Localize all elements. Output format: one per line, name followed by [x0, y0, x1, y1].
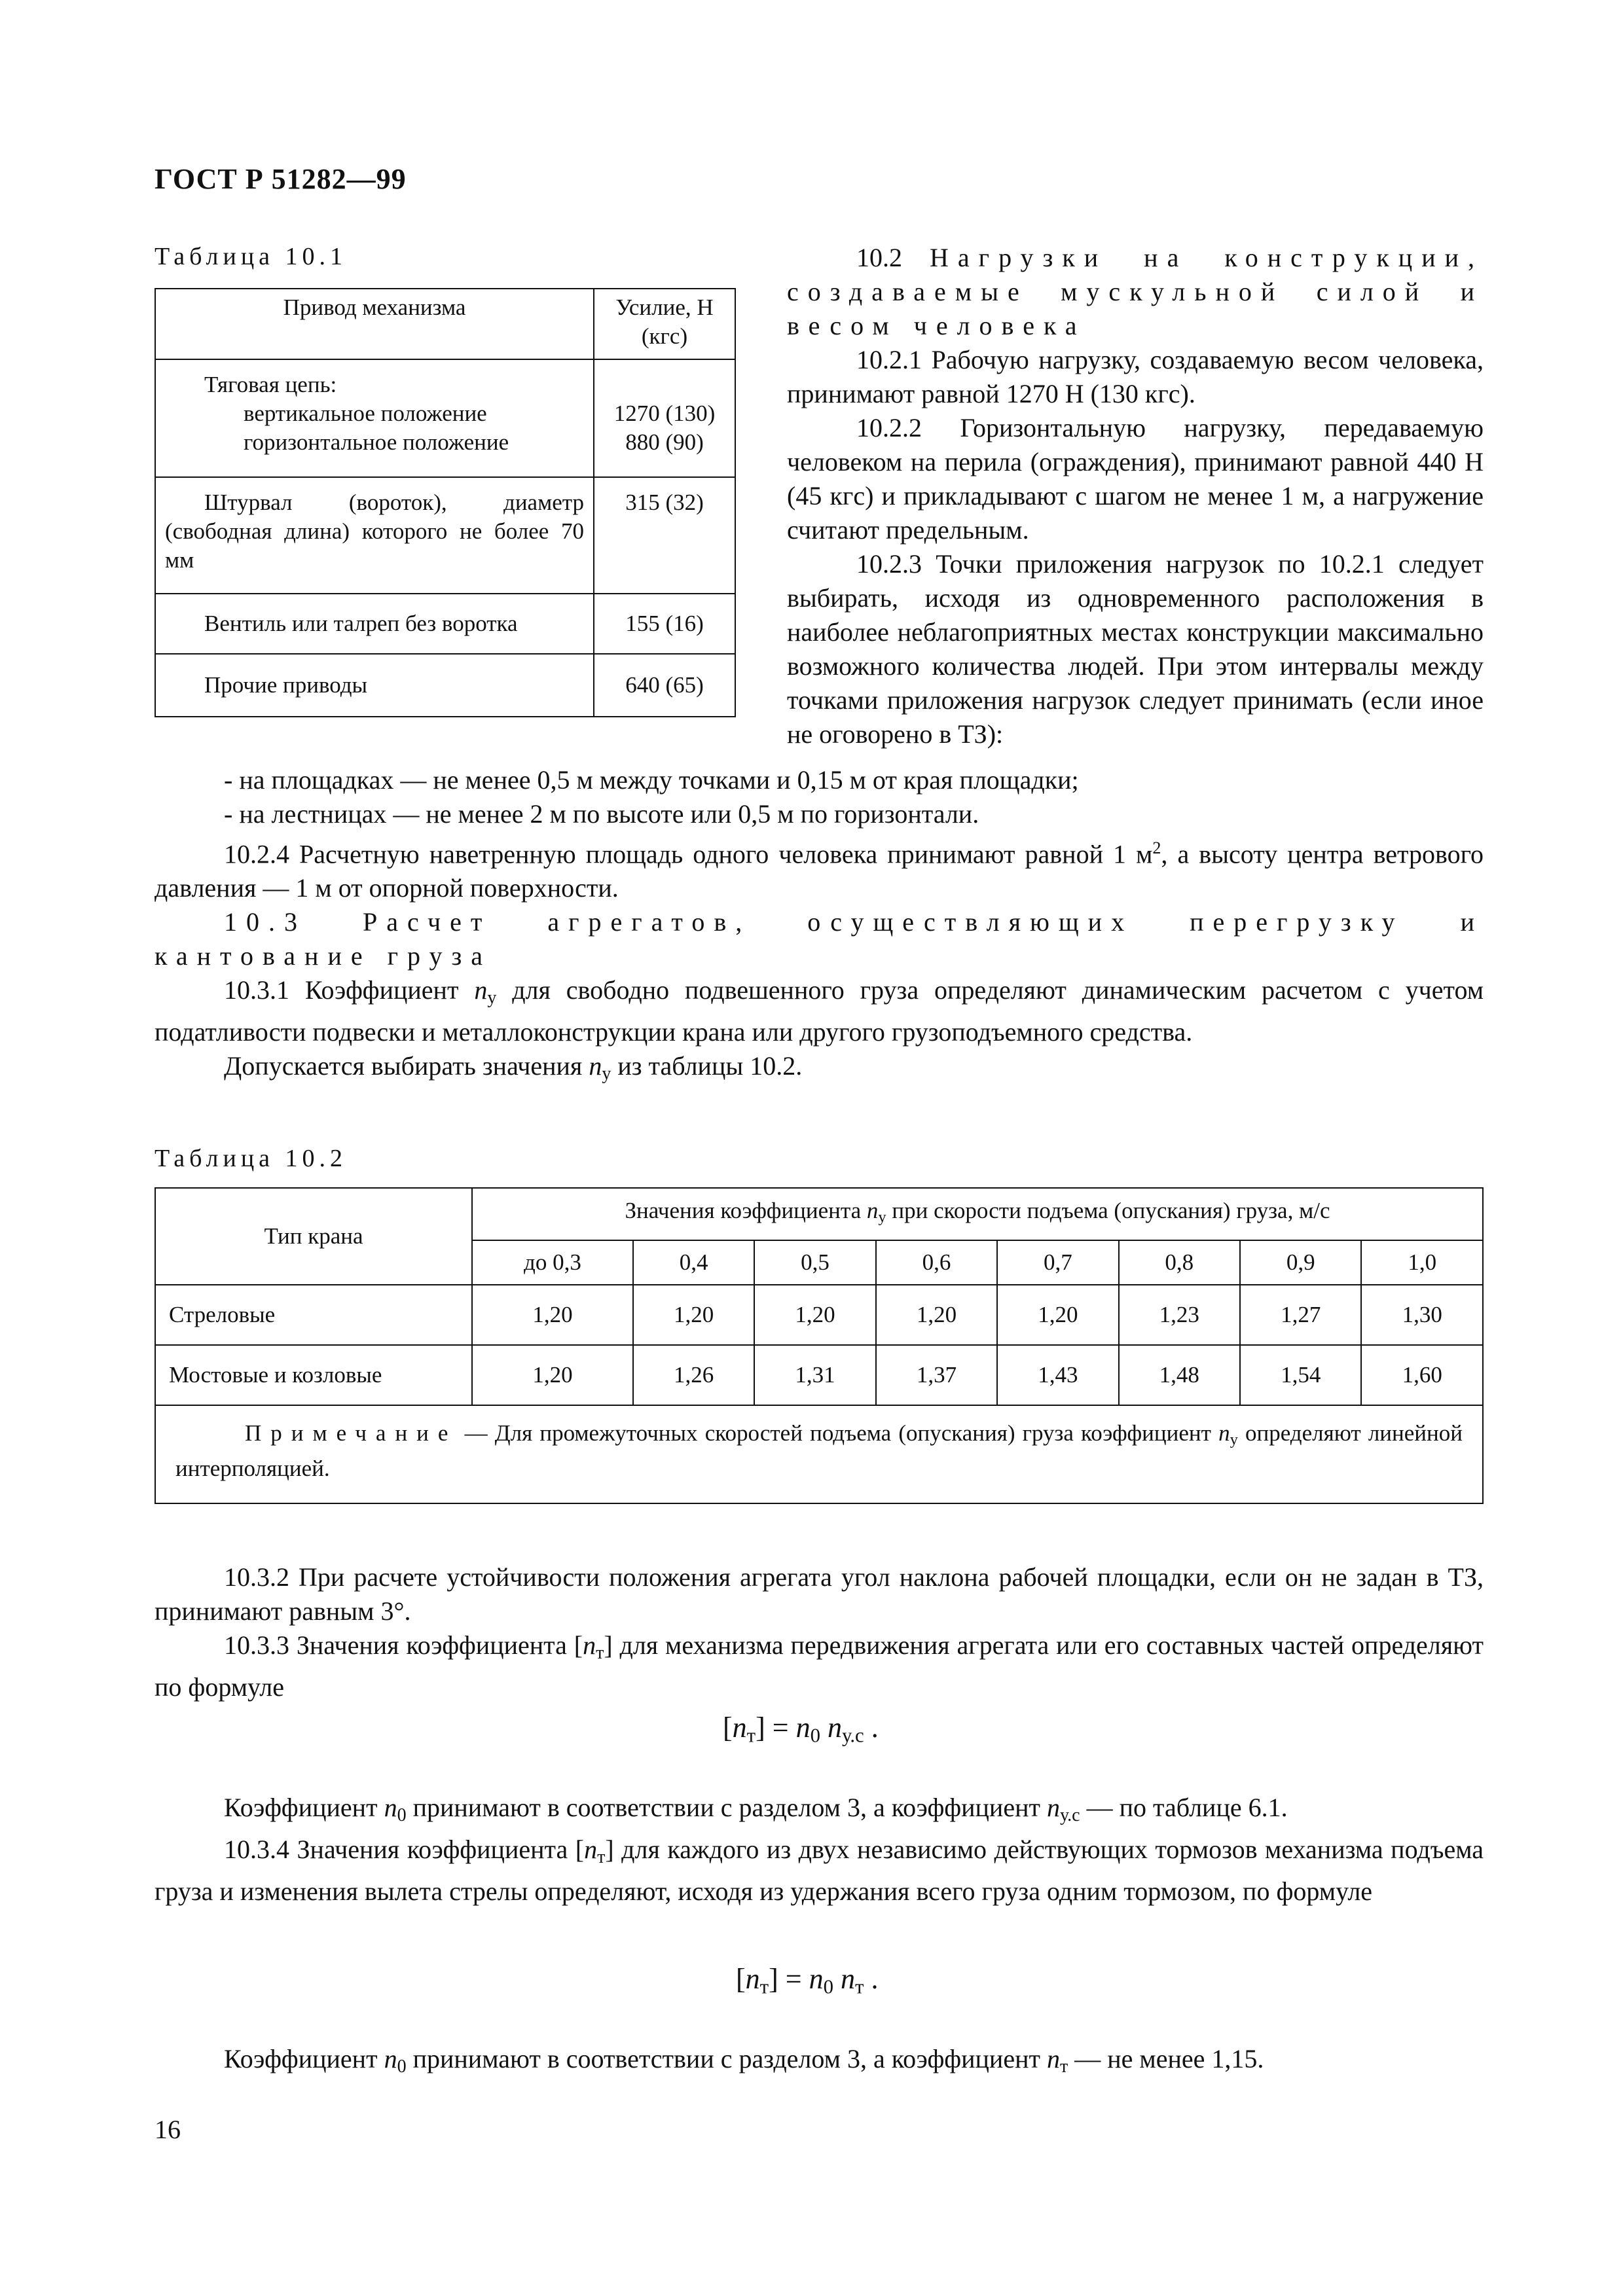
table2-cell: 1,20 [633, 1285, 754, 1345]
section-10-2-heading [787, 241, 1484, 343]
table2-cell: 1,31 [754, 1345, 875, 1405]
table1-value: 640 (65) [594, 654, 735, 717]
table2-cell: 1,20 [876, 1285, 997, 1345]
table2-cell: 1,26 [633, 1345, 754, 1405]
table2-cell: 1,37 [876, 1345, 997, 1405]
table2-speed: 0,5 [754, 1240, 875, 1285]
table1-value: 315 (32) [594, 477, 735, 594]
paragraph-10-2-1: 10.2.1 Рабочую нагрузку, создаваемую весом человека, принимают равной 1270 Н (130 кгс). [787, 345, 1484, 408]
table-row [155, 359, 735, 477]
table1-col1-header: Привод механизма [155, 289, 594, 359]
paragraph-10-3-4: 10.3.4 Значения коэффициента $[n_т]$ для каждого из двух независимо действующих тормозов механизма подъема груза и изменения вылета стрелы определяют, исходя из удержания всего груза одним тормозом, по формуле [155, 1835, 1484, 1906]
paragraph-10-3-3: 10.3.3 Значения коэффициента $[n_т]$ для механизма передвижения агрегата или его составных частей определяют по формуле [155, 1630, 1484, 1702]
paragraph-10-2-4: 10.2.4 Расчетную наветренную площадь одного человека принимают равной 1 $м^2$, а высоту центра ветрового давления — 1 м от опорной поверхности. [155, 838, 1484, 903]
table-row [155, 477, 735, 594]
table2-cell: 1,30 [1361, 1285, 1483, 1345]
section-number: 10.2 [856, 243, 902, 272]
paragraph-10-2-3: 10.2.3 Точки приложения нагрузок по 10.2.1 следует выбирать, исходя из одновременного расположения в наиболее неблагоприятных местах конструкции максимально возможного количества людей. При этом интервалы между точками приложения нагрузок следует принимать (если иное не оговорено в ТЗ): [787, 549, 1484, 749]
table-row [155, 1285, 1483, 1345]
section-10-2-right-column [787, 241, 1484, 751]
table2-speed: 0,9 [1240, 1240, 1361, 1285]
table2-row-name: Стреловые [155, 1285, 472, 1345]
paragraph-coef-1: Коэффициент $n_0$ принимают в соответствии с разделом 3, а коэффициент $n_{у.с}$ — по таблице 6.1. [224, 1793, 1288, 1825]
table2 [155, 1187, 1484, 1504]
formula-1: $[n_т] = n_0$ $n_{у.с}$ . [723, 1712, 879, 1747]
table1-value: 880 (90) [625, 429, 704, 455]
main-text-block [155, 763, 1484, 1091]
table2-row-name: Мостовые и козловые [155, 1345, 472, 1405]
lower-text-block [155, 1560, 1484, 1704]
table2-cell: 1,48 [1119, 1345, 1240, 1405]
table2-cell: 1,20 [754, 1285, 875, 1345]
lower-text-block-2 [155, 1791, 1484, 1909]
paragraph-10-3-1-note: Допускается выбирать значения $n_у$ из таблицы 10.2. [224, 1051, 803, 1085]
table-row [155, 594, 735, 654]
table2-cell: 1,27 [1240, 1285, 1361, 1345]
paragraph-coef-2: Коэффициент $n_0$ принимают в соответствии с разделом 3, а коэффициент $n_т$ — не менее 1,15. [224, 2044, 1264, 2077]
table2-cell: 1,20 [472, 1285, 633, 1345]
table1-value: 1270 (130) [613, 401, 716, 426]
table1-row-label: Штурвал (вороток), диаметр (свободная длина) которого не более 70 мм [155, 477, 594, 594]
table1-col2-header: Усилие, Н (кгс) [594, 289, 735, 359]
section-10-3-heading: 10.3 Расчет агрегатов, осуществляющих перегрузку и кантование груза [155, 907, 1484, 971]
table1-row-sub: горизонтальное положение [244, 429, 509, 455]
table1-row-label: Тяговая цепь: [204, 372, 337, 397]
table2-group-header: Значения коэффициента $n_у$ при скорости подъема (опускания) груза, м/с [472, 1188, 1483, 1240]
table2-note-row [155, 1405, 1483, 1503]
table1-row-label: Вентиль или талреп без воротка [155, 594, 594, 654]
table2-note: Примечание — Для промежуточных скоростей подъема (опускания) груза коэффициент $n_у$ определяют линейной интерполяцией. [155, 1405, 1483, 1503]
table1-value: 155 (16) [594, 594, 735, 654]
table1 [155, 288, 736, 717]
table2-cell: 1,43 [997, 1345, 1118, 1405]
table1-row-sub: вертикальное положение [244, 401, 487, 426]
paragraph-10-2-2: 10.2.2 Горизонтальную нагрузку, передаваемую человеком на перила (ограждения), принимают равной 440 Н (45 кгс) и прикладывают с шагом не менее 1 м, а нагружение считают предельным. [787, 413, 1484, 545]
table-row [155, 1345, 1483, 1405]
list-item: - на лестницах — не менее 2 м по высоте или 0,5 м по горизонтали. [224, 799, 979, 829]
table2-speed: 0,6 [876, 1240, 997, 1285]
paragraph-10-3-1: 10.3.1 Коэффициент $n_у$ для свободно подвешенного груза определяют динамическим расчетом с учетом податливости подвески и металлоконструкции крана или другого грузоподъемного средства. [155, 975, 1484, 1047]
table1-caption: Таблица 10.1 [155, 243, 348, 270]
list-item: - на площадках — не менее 0,5 м между точками и 0,15 м от края площадки; [224, 765, 1079, 795]
paragraph-10-3-2: 10.3.2 При расчете устойчивости положения агрегата угол наклона рабочей площадки, если он не задан в ТЗ, принимают равным 3°. [155, 1562, 1484, 1626]
lower-text-block-3 [155, 2042, 1484, 2084]
table2-cell: 1,54 [1240, 1345, 1361, 1405]
formula-2: $[n_т] = n_0$ $n_т$ . [736, 1963, 879, 1998]
table2-caption: Таблица 10.2 [155, 1145, 348, 1172]
table2-speed: 0,4 [633, 1240, 754, 1285]
table-row [155, 654, 735, 717]
table2-speed: до 0,3 [472, 1240, 633, 1285]
table2-col1-header: Тип крана [155, 1188, 472, 1285]
section-title: Нагрузки на конструкции, создаваемые мускульной силой и весом человека [787, 243, 1484, 340]
table2-speed: 0,7 [997, 1240, 1118, 1285]
document-header: ГОСТ Р 51282—99 [155, 163, 407, 195]
table2-cell: 1,60 [1361, 1345, 1483, 1405]
table2-cell: 1,20 [997, 1285, 1118, 1345]
table2-speed: 0,8 [1119, 1240, 1240, 1285]
table2-speed: 1,0 [1361, 1240, 1483, 1285]
page-number: 16 [155, 2115, 181, 2144]
table2-cell: 1,20 [472, 1345, 633, 1405]
table2-cell: 1,23 [1119, 1285, 1240, 1345]
table1-row-label: Прочие приводы [155, 654, 594, 717]
